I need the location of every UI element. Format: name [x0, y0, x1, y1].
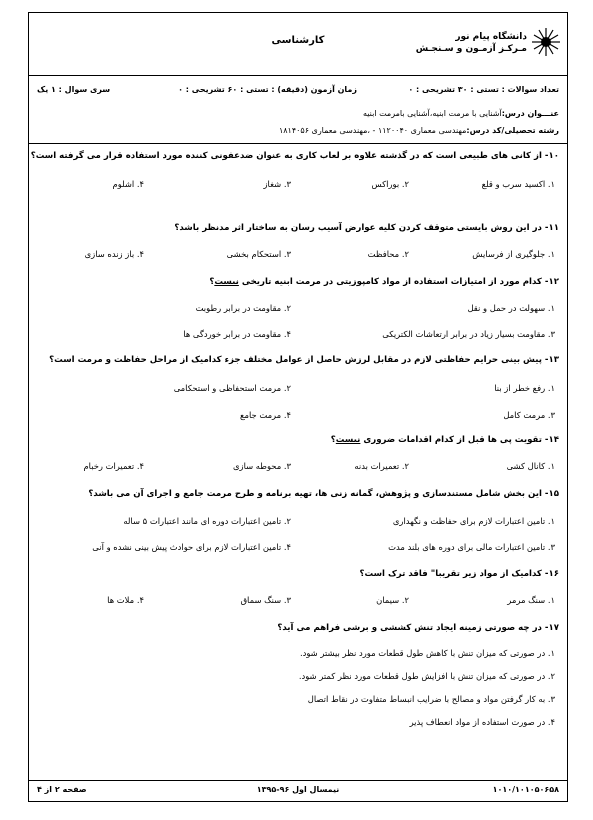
option[interactable]: ۳. تامین اعتبارات مالی برای دوره های بلند مدت — [388, 542, 555, 552]
question-stem: ۱۱- در این روش بایستی متوقف کردن کلیه عوارض آسیب رسان به ساختار اثر مدنظر باشد؟ — [174, 223, 559, 233]
course-title-label: عنـــوان درس: — [501, 109, 559, 118]
question-stem: ۱۰- از کانی های طبیعی است که در گذشته علاوه بر لعاب کاری به عنوان ضدعفونی کننده مورد استفاده قرار می گرفته است؟ — [30, 151, 559, 161]
course-title: آشنایی با مرمت ابنیه،آشنایی بامرمت ابنیه — [362, 109, 502, 118]
footer-divider — [29, 780, 567, 781]
center-name: مـرکـز آزمـون و سـنجـش — [415, 44, 527, 54]
option[interactable]: ۱. جلوگیری از فرسایش — [472, 249, 555, 259]
field-code: مهندسی معماری ۱۱۲۰۰۴۰ - ،مهندسی معماری ۱۸۱۴۰۵۶ — [278, 126, 467, 135]
question-series: سری سوال : ۱ یک — [37, 85, 111, 94]
option[interactable]: ۴. اشلوم — [112, 179, 144, 189]
option[interactable]: ۳. مقاومت بسیار زیاد در برابر ارتعاشات الکتریکی — [382, 329, 555, 339]
option[interactable]: ۳. محوطه سازی — [232, 461, 291, 471]
option[interactable]: ۳. سنگ سماق — [240, 595, 291, 605]
option[interactable]: ۴. در صورت استفاده از مواد انعطاف پذیر — [409, 717, 555, 727]
header-divider — [29, 75, 567, 76]
option[interactable]: ۲. بوراکس — [371, 179, 409, 189]
option[interactable]: ۴. تعمیرات رخبام — [83, 461, 144, 471]
question-stem: ۱۷- در چه صورتی زمینه ایجاد تنش کششی و برشی فراهم می آید؟ — [277, 623, 559, 633]
question-10 — [30, 151, 559, 189]
option[interactable]: ۴. تامین اعتبارات لازم برای حوادث پیش بینی نشده و آنی — [92, 542, 291, 552]
question-stem: ۱۲- کدام مورد از امتیازات استفاده از مواد کامپوزیتی در مرمت ابنیه تاریخی نیست؟ — [209, 277, 559, 287]
term-label: نیمسال اول ۹۶-۱۳۹۵ — [256, 785, 340, 794]
option[interactable]: ۲. تامین اعتبارات دوره ای مانند اعتبارات ۵ ساله — [123, 516, 291, 526]
option[interactable]: ۱. سهولت در حمل و نقل — [467, 303, 555, 313]
question-17 — [37, 623, 559, 727]
option[interactable]: ۲. سیمان — [376, 595, 409, 605]
exam-page — [28, 12, 568, 802]
question-stem: ۱۵- این بخش شامل مستندسازی و پژوهش، گمانه زنی ها، تهیه برنامه و طرح مرمت جامع و اجرای آن می باشد؟ — [88, 489, 559, 499]
page-footer — [29, 785, 567, 797]
exam-level: کارشناسی — [271, 35, 325, 46]
question-count: تعداد سوالات : تستی : ۳۰ تشریحی : ۰ — [408, 85, 559, 94]
question-14 — [37, 435, 559, 471]
option[interactable]: ۱. تامین اعتبارات لازم برای حفاظت و نگهداری — [392, 516, 555, 526]
option[interactable]: ۱. در صورتی که میزان تنش با کاهش طول قطعات مورد نظر بیشتر شود. — [299, 648, 555, 658]
option[interactable]: ۳. مرمت کامل — [503, 410, 555, 420]
question-12 — [37, 277, 559, 339]
option[interactable]: ۴. ملات ها — [107, 595, 144, 605]
option[interactable]: ۳. شغاز — [263, 179, 291, 189]
option[interactable]: ۴. باز زنده سازی — [84, 249, 144, 259]
option[interactable]: ۲. مقاومت در برابر رطوبت — [195, 303, 291, 313]
course-info — [279, 105, 559, 139]
question-stem: ۱۶- کدامیک از مواد زیر تقریبا" فاقد ترک است؟ — [359, 569, 559, 579]
university-name: دانشگاه پیام نور — [455, 32, 527, 42]
option[interactable]: ۱. سنگ مرمر — [507, 595, 555, 605]
page-number: صفحه ۲ از ۴ — [37, 785, 87, 794]
question-15 — [37, 489, 559, 552]
option[interactable]: ۳. استحکام بخشی — [226, 249, 291, 259]
question-13 — [37, 355, 559, 420]
field-label: رشته تحصیلی/کد درس: — [466, 126, 559, 135]
info-divider — [29, 143, 567, 144]
exam-code: ۱۰۱۰/۱۰۱۰۵۰۶۵۸ — [492, 785, 559, 794]
option[interactable]: ۴. مقاومت در برابر خوردگی ها — [183, 329, 291, 339]
question-16 — [37, 569, 559, 605]
option[interactable]: ۴. مرمت جامع — [240, 410, 291, 420]
option[interactable]: ۲. در صورتی که میزان تنش با افزایش طول قطعات مورد نظر کمتر شود. — [298, 671, 555, 681]
option[interactable]: ۲. مرمت استحفاظی و استحکامی — [173, 383, 291, 393]
question-stem: ۱۴- تقویت پی ها قبل از کدام اقدامات ضروری نیست؟ — [330, 435, 559, 445]
option[interactable]: ۲. تعمیرات بدنه — [354, 461, 409, 471]
option[interactable]: ۱. کانال کشی — [506, 461, 555, 471]
option[interactable]: ۱. رفع خطر از بنا — [494, 383, 555, 393]
question-11 — [37, 223, 559, 259]
option[interactable]: ۳. به کار گرفتن مواد و مصالح با ضرایب انبساط متفاوت در نقاط اتصال — [307, 694, 555, 704]
exam-time: زمان آزمون (دقیقه) : تستی : ۶۰ تشریحی : ۰ — [178, 85, 357, 94]
negation-word: نیست — [214, 277, 239, 287]
negation-word: نیست — [335, 435, 361, 445]
exam-info-row — [29, 85, 567, 99]
question-stem: ۱۳- پیش بینی حرایم حفاظتی لازم در مقابل لرزش حاصل از عوامل مختلف جزء کدامیک از مراحل حفاظت و مرمت است؟ — [49, 355, 559, 365]
option[interactable]: ۲. محافظت — [367, 249, 409, 259]
option[interactable]: ۱. اکسید سرب و قلع — [481, 179, 555, 189]
